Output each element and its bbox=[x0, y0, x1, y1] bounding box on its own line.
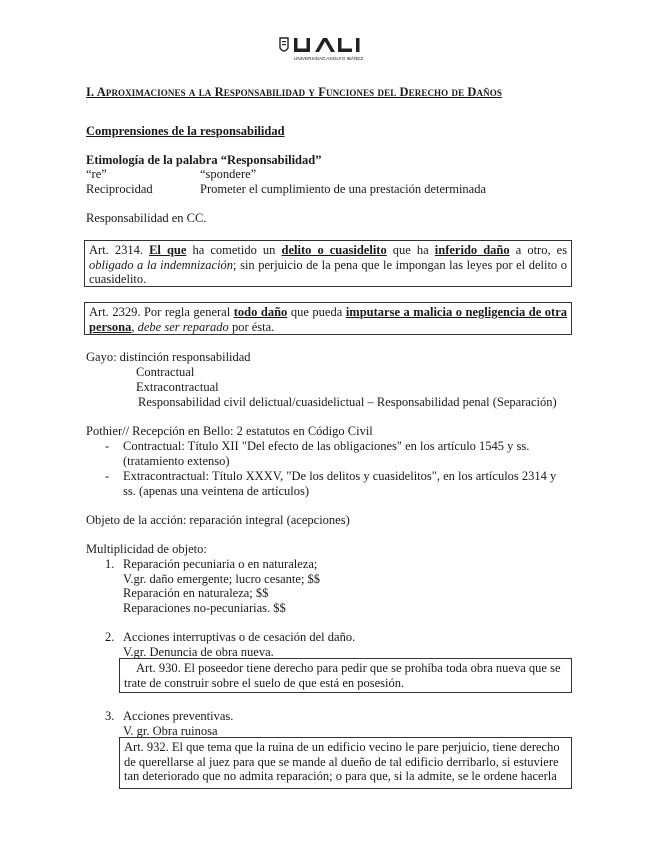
pothier-item-cont: (tratamiento extenso) bbox=[123, 454, 230, 468]
pothier-label: Pothier// Recepción en Bello: 2 estatutos en Código Civil bbox=[86, 424, 373, 438]
article-text: por ésta. bbox=[231, 319, 275, 334]
pothier-item: Contractual: Título XII "Del efecto de las obligaciones" en los artículo 1545 y ss. bbox=[123, 439, 530, 453]
bullet-dash: - bbox=[105, 469, 110, 483]
emphasis-text: delito o cuasidelito bbox=[281, 243, 387, 257]
pothier-item: Extracontractual: Título XXXV, "De los delitos y cuasidelitos", en los artículos 2314 y bbox=[123, 469, 557, 483]
emphasis-text: inferido daño bbox=[434, 243, 510, 257]
article-line: tan deteriorado que no admita reparación; o para que, si la admite, se le ordene hacerla bbox=[124, 769, 557, 783]
article-2314-box bbox=[84, 240, 572, 287]
etymology-heading: Etimología de la palabra “Responsabilidad” bbox=[86, 153, 322, 167]
list-number: 1. bbox=[105, 557, 115, 571]
article-line: Art. 932. El que tema que la ruina de un edificio vecino le pare perjuicio, tiene derecho bbox=[124, 740, 560, 754]
article-930-box bbox=[119, 658, 572, 693]
gayo-item: Contractual bbox=[136, 365, 195, 379]
article-text: ; sin perjuicio de la pena que le impongan las leyes por el delito o cuasidelito. bbox=[89, 257, 567, 286]
article-text: Art. 2314. bbox=[89, 243, 143, 257]
list-item-example: V.gr. Denuncia de obra nueva. bbox=[123, 645, 274, 659]
article-text: que pueda bbox=[290, 305, 343, 319]
pothier-item-cont: ss. (apenas una veintena de artículos) bbox=[123, 484, 310, 498]
gayo-item: Responsabilidad civil delictual/cuasidelictual – Responsabilidad penal (Separación) bbox=[138, 395, 557, 409]
etymology-term: Reciprocidad bbox=[86, 182, 153, 196]
article-text: a otro, es bbox=[515, 243, 568, 257]
list-item-line: Reparaciones no-pecuniarias. $$ bbox=[123, 601, 286, 615]
section-heading: Comprensiones de la responsabilidad bbox=[86, 124, 285, 138]
list-item-title: Acciones interruptivas o de cesación del daño. bbox=[123, 630, 356, 644]
italic-text: debe ser reparado bbox=[137, 319, 229, 334]
gayo-item: Extracontractual bbox=[136, 380, 219, 394]
multiplicidad-label: Multiplicidad de objeto: bbox=[86, 542, 207, 556]
cc-label: Responsabilidad en CC. bbox=[86, 211, 207, 225]
article-text: ha cometido un bbox=[192, 243, 276, 257]
article-text: Art. 2329. Por regla general bbox=[89, 305, 231, 319]
article-932-box bbox=[119, 737, 572, 789]
list-item-line: Reparación en naturaleza; $$ bbox=[123, 586, 269, 600]
list-item-line: V.gr. daño emergente; lucro cesante; $$ bbox=[123, 572, 321, 586]
bullet-dash: - bbox=[105, 439, 110, 453]
article-line: Art. 930. El poseedor tiene derecho para pedir que se prohíba toda obra nueva que se bbox=[136, 661, 561, 675]
emphasis-text: El que bbox=[149, 243, 187, 257]
list-number: 3. bbox=[105, 709, 115, 723]
etymology-meaning: Prometer el cumplimiento de una prestación determinada bbox=[200, 182, 487, 196]
emphasis-text: imputarse a malicia o negligencia de otra persona bbox=[89, 305, 568, 334]
list-item-example: V. gr. Obra ruinosa bbox=[123, 724, 218, 738]
italic-text: obligado a la indemnización bbox=[89, 257, 234, 272]
article-text: , bbox=[131, 319, 135, 334]
etymology-term: “re” bbox=[86, 167, 107, 181]
objeto-label: Objeto de la acción: reparación integral (acepciones) bbox=[86, 513, 350, 527]
list-item-title: Reparación pecuniaria o en naturaleza; bbox=[123, 557, 318, 571]
article-text: que ha bbox=[392, 243, 429, 257]
gayo-label: Gayo: distinción responsabilidad bbox=[86, 350, 251, 364]
university-logo bbox=[278, 34, 378, 64]
emphasis-text: todo daño bbox=[233, 305, 288, 319]
list-number: 2. bbox=[105, 630, 115, 644]
article-2329-box bbox=[84, 302, 572, 335]
article-line: trate de construir sobre el suelo de que está en posesión. bbox=[124, 675, 405, 690]
list-item-title: Acciones preventivas. bbox=[123, 709, 234, 723]
document-title: I. Aproximaciones a la Responsabilidad y Funciones del Derecho de Daños bbox=[86, 85, 502, 99]
article-line: de querellarse al juez para que se mande al dueño de tal edificio derribarlo, si estuviere bbox=[124, 754, 559, 769]
etymology-meaning: “spondere” bbox=[200, 167, 257, 181]
svg-text:UNIVERSIDAD ADOLFO IBÁÑEZ: UNIVERSIDAD ADOLFO IBÁÑEZ bbox=[294, 56, 364, 61]
